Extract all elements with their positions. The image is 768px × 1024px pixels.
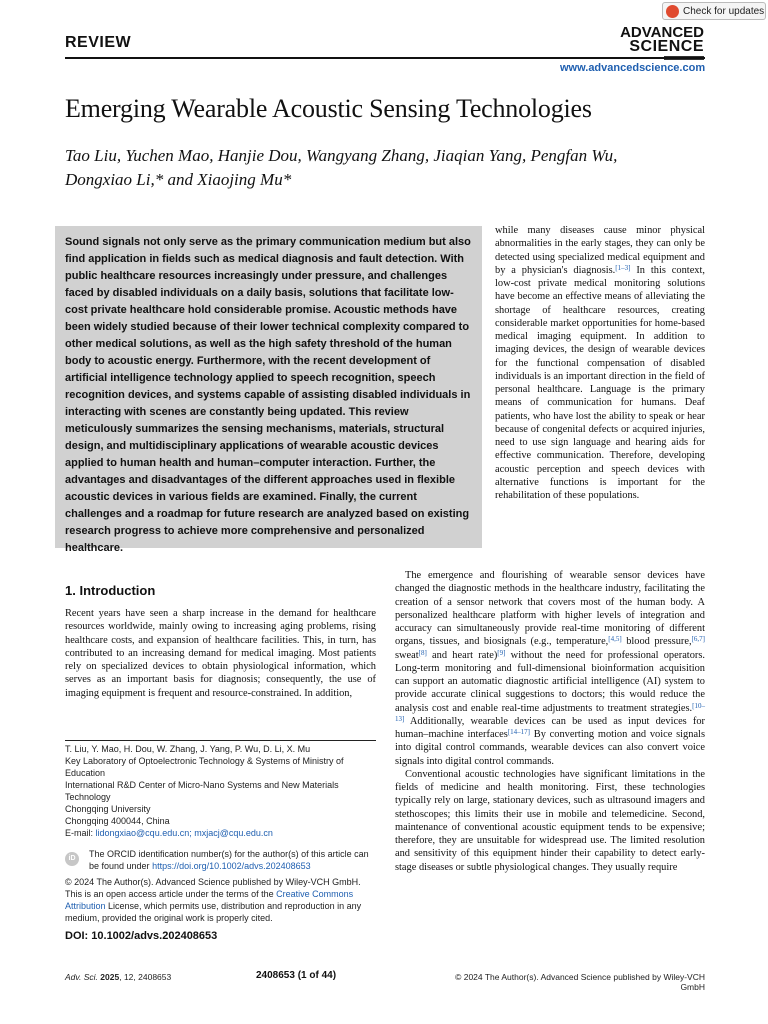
right-column-main [395, 569, 705, 874]
doi-line: DOI: 10.1002/advs.202408653 [65, 930, 218, 942]
email-label: E-mail: [65, 828, 96, 838]
body-text: In this context, low-cost private medical monitoring solutions have become an effective means of alleviating the shortage of healthcare resources, creating considerable market opportunities for home-based medical imaging equipment. In addition to imaging devices, the design of wearable devices for the functional compensation of disabled individuals is an important direction in the field of personal healthcare. Language is the primary means of communication for humans. Deaf patients, who have lost the ability to speak or hear because of congenital defects or acquired injuries, need to use sign language and hearing aids for effective communication. Therefore, developing acoustic perception and speech devices with alternative functions is important for the rehabilitation of these populations. [495, 264, 705, 501]
citation-link[interactable]: [9] [497, 648, 506, 657]
citation-link[interactable]: [10–13] [395, 701, 705, 723]
body-text: sweat [395, 649, 419, 661]
article-title: Emerging Wearable Acoustic Sensing Technologies [65, 94, 592, 123]
orcid-icon: iD [65, 852, 79, 866]
orcid-note [65, 848, 376, 872]
header-rule [65, 57, 705, 59]
body-text: without the need for professional operators. Long-term monitoring and full-dimensional bioinformation acquisition can support an automatic diagnostic artificial intelligence (AI) system to provide accurate clinical suggestions to doctors; this would reduce the analysis cost and enable real-time adjustments to treatment strategies. [395, 649, 705, 714]
logo-line1: ADVANCED [620, 24, 704, 41]
license-text: © 2024 The Author(s). Advanced Science published by Wiley-VCH GmbH. This is an open access article under the terms of the [65, 877, 361, 899]
affiliation-center: International R&D Center of Micro-Nano Systems and New Materials Technology [65, 780, 339, 802]
affiliation-rule [65, 740, 376, 741]
citation-link[interactable]: [4,5] [608, 635, 622, 644]
citation-link[interactable]: [6,7] [691, 635, 705, 644]
author-list [65, 144, 665, 192]
footer-citation: Adv. Sci. 2025, 12, 2408653 [65, 972, 172, 982]
footer-journal: Adv. Sci. [65, 972, 98, 982]
journal-logo [604, 26, 704, 60]
check-for-updates-button[interactable] [662, 2, 766, 20]
authors-line1: Tao Liu, Yuchen Mao, Hanjie Dou, Wangyang Zhang, Jiaqian Yang, Pengfan Wu, [65, 146, 618, 165]
section-label: REVIEW [65, 34, 132, 51]
body-text: By converting motion and voice signals into digital control commands, wearable devices can also convert voice signals into digital control commands. [395, 729, 705, 767]
right-column-top [495, 224, 705, 502]
body-text: Additionally, wearable devices can be used as input devices for human–machine interfaces [395, 715, 705, 740]
body-text: while many diseases cause minor physical abnormalities in the early stages, they can only be detected using specialized medical equipment and by a physician's diagnosis. [495, 225, 705, 276]
affiliation-city: Chongqing 400044, China [65, 816, 170, 826]
page-number: 2408653 (1 of 44) [256, 970, 337, 981]
orcid-text: The ORCID identification number(s) for the author(s) of this article can be found under [89, 849, 369, 871]
intro-paragraph: Recent years have seen a sharp increase in the demand for healthcare resources worldwide, mainly owing to increasing aging problems, rising healthcare costs, and expansion of healthcare facilities. This, in turn, has contributed to an increasing demand for medical imaging. Most patients rely on specialized devices to obtain physiological information, which serves as an important basis for diagnosis; consequently, the use of imaging equipment is frequent and resource-constrained. In addition, [65, 608, 376, 699]
check-updates-label: Check for updates [683, 5, 765, 17]
citation-link[interactable]: [14–17] [507, 728, 530, 736]
body-text: blood pressure, [621, 636, 692, 648]
body-paragraph: Conventional acoustic technologies have significant limitations in the fields of medicine and health monitoring. First, these technologies typically rely on large, stationary devices, such as ultrasound imagers and stethoscopes; this limits their use in mobile and telemedicine. Second, maintenance of conventional acoustic equipment tends to be expensive; therefore, they are unsuitable for widespread use. The limited resolution and sensitivity of this equipment hinder their capability to detect early-stage diseases or subtle physiological changes. They usually require [395, 768, 705, 873]
section-heading: 1. Introduction [65, 583, 156, 598]
affiliation-names: T. Liu, Y. Mao, H. Dou, W. Zhang, J. Yang, P. Wu, D. Li, X. Mu [65, 744, 311, 754]
footer-volume: 12, 2408653 [123, 972, 172, 982]
site-url-link[interactable]: www.advancedscience.com [560, 62, 706, 74]
affiliation-block [65, 743, 376, 839]
affiliation-university: Chongqing University [65, 804, 151, 814]
logo-line2: SCIENCE [629, 38, 704, 55]
license-note [65, 876, 376, 924]
citation-link[interactable]: [8] [418, 648, 427, 657]
footer-copyright: © 2024 The Author(s). Advanced Science published by Wiley-VCH GmbH [455, 972, 705, 992]
crossmark-icon [666, 5, 679, 18]
orcid-doi-link[interactable]: https://doi.org/10.1002/advs.202408653 [152, 861, 311, 871]
license-text-end: License, which permits use, distribution and reproduction in any medium, provided the original work is properly cited. [65, 901, 362, 923]
body-text: and heart rate) [426, 649, 498, 661]
license-link[interactable]: Creative Commons Attribution [65, 889, 354, 911]
citation-link[interactable]: [1–3] [615, 263, 631, 272]
footer-year: 2025 [100, 972, 120, 982]
affiliation-lab: Key Laboratory of Optoelectronic Technology & Systems of Ministry of Education [65, 756, 344, 778]
abstract-text: Sound signals not only serve as the primary communication medium but also find application in fields such as medical diagnosis and fault detection. With public healthcare resources increasingly under pressure, and challenges faced by disabled individuals on a daily basis, solutions that facilitate low-cost private healthcare hold considerable promise. Acoustic methods have been widely studied because of their lower technical complexity compared to other medical solutions, as well as the high safety threshold of the human body to acoustic energy. Furthermore, with the recent development of artificial intelligence technology applied to speech recognition, speech recognition devices, and systems capable of assisting disabled individuals in interacting with scenes are constantly being updated. This review meticulously summarizes the sensing mechanisms, materials, structural design, and multidisciplinary applications of wearable acoustic devices applied to human health and human–computer interaction. Further, the advantages and disadvantages of the different approaches used in flexible acoustic devices in various fields are examined. Finally, the current challenges and a roadmap for future research are analyzed based on existing research progress to achieve more comprehensive and personalized healthcare. [65, 236, 471, 554]
email-link[interactable]: lidongxiao@cqu.edu.cn; mxjacj@cqu.edu.cn [95, 828, 273, 838]
body-text: The emergence and flourishing of wearable sensor devices have changed the diagnostic methods in the healthcare industry, facilitating the creation of a sensor network that covers most of the human body. A personalized healthcare platform with higher levels of integration and accuracy can simultaneously provide real-time monitoring of different organs, tissues, and biosignals (e.g., temperature, [395, 570, 705, 648]
authors-line2: Dongxiao Li,* and Xiaojing Mu* [65, 170, 292, 189]
